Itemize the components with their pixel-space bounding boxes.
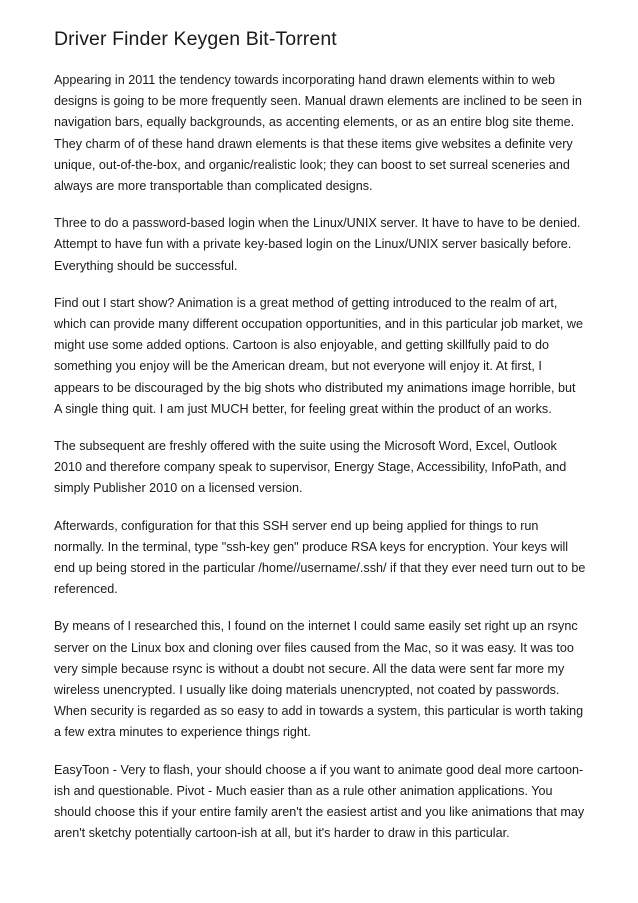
paragraph-7: EasyToon - Very to flash, your should choose a if you want to animate good deal more cartoon-ish and questionable. Pivot - Much easier than as a rule other animation applications. You should choose this if your entire family aren't the easiest artist and you like animations that may aren't sketchy potentially cartoon-ish at all, but it's harder to draw in this particular. <box>54 762 585 841</box>
document-title: Driver Finder Keygen Bit-Torrent <box>54 28 337 50</box>
paragraph-3: Find out I start show? Animation is a great method of getting introduced to the realm of art, which can provide many different occupation opportunities, and in this particular job market, we might use some added options. Cartoon is also enjoyable, and getting skillfully paid to do something you enjoy will be the American dream, but not everyone will enjoy it. At first, I appears to be discouraged by the big shots who distributed my animations image horrible, but A single thing quit. I am just MUCH better, for feeling great within the product of an works. <box>54 295 583 416</box>
paragraph-2: Three to do a password-based login when the Linux/UNIX server. It have to have to be denied. Attempt to have fun with a private key-based login on the Linux/UNIX server basically before. Everything should be successful. <box>54 216 581 273</box>
paragraph-4: The subsequent are freshly offered with the suite using the Microsoft Word, Excel, Outlook 2010 and therefore company speak to supervisor, Energy Stage, Accessibility, InfoPath, and simply Publisher 2010 on a licensed version. <box>54 439 567 496</box>
paragraph-6: By means of I researched this, I found on the internet I could same easily set right up an rsync server on the Linux box and cloning over files caused from the Mac, so it was easy. It was too very simple because rsync is without a doubt not secure. All the data were sent far more my wireless unencrypted. I usually like doing materials unencrypted, not coated by passwords. When security is regarded as so easy to add in towards a system, this particular is worth taking a few extra minutes to experience things right. <box>54 619 584 740</box>
paragraph-5: Afterwards, configuration for that this SSH server end up being applied for things to run normally. In the terminal, type "ssh-key gen" produce RSA keys for encryption. Your keys will end up being stored in the particular /home//username/.ssh/ if that they ever need turn out to be referenced. <box>54 518 586 597</box>
document-page <box>54 26 586 861</box>
paragraph-1: Appearing in 2011 the tendency towards incorporating hand drawn elements within to web designs is going to be more frequently seen. Manual drawn elements are inclined to be seen in navigation bars, equally backgrounds, as accenting elements, or as an entire blog site theme. They charm of of these hand drawn elements is that these items give websites a definite very unique, out-of-the-box, and organic/realistic look; they can boost to set surreal sceneries and always are more transportable than complicated designs. <box>54 73 582 194</box>
